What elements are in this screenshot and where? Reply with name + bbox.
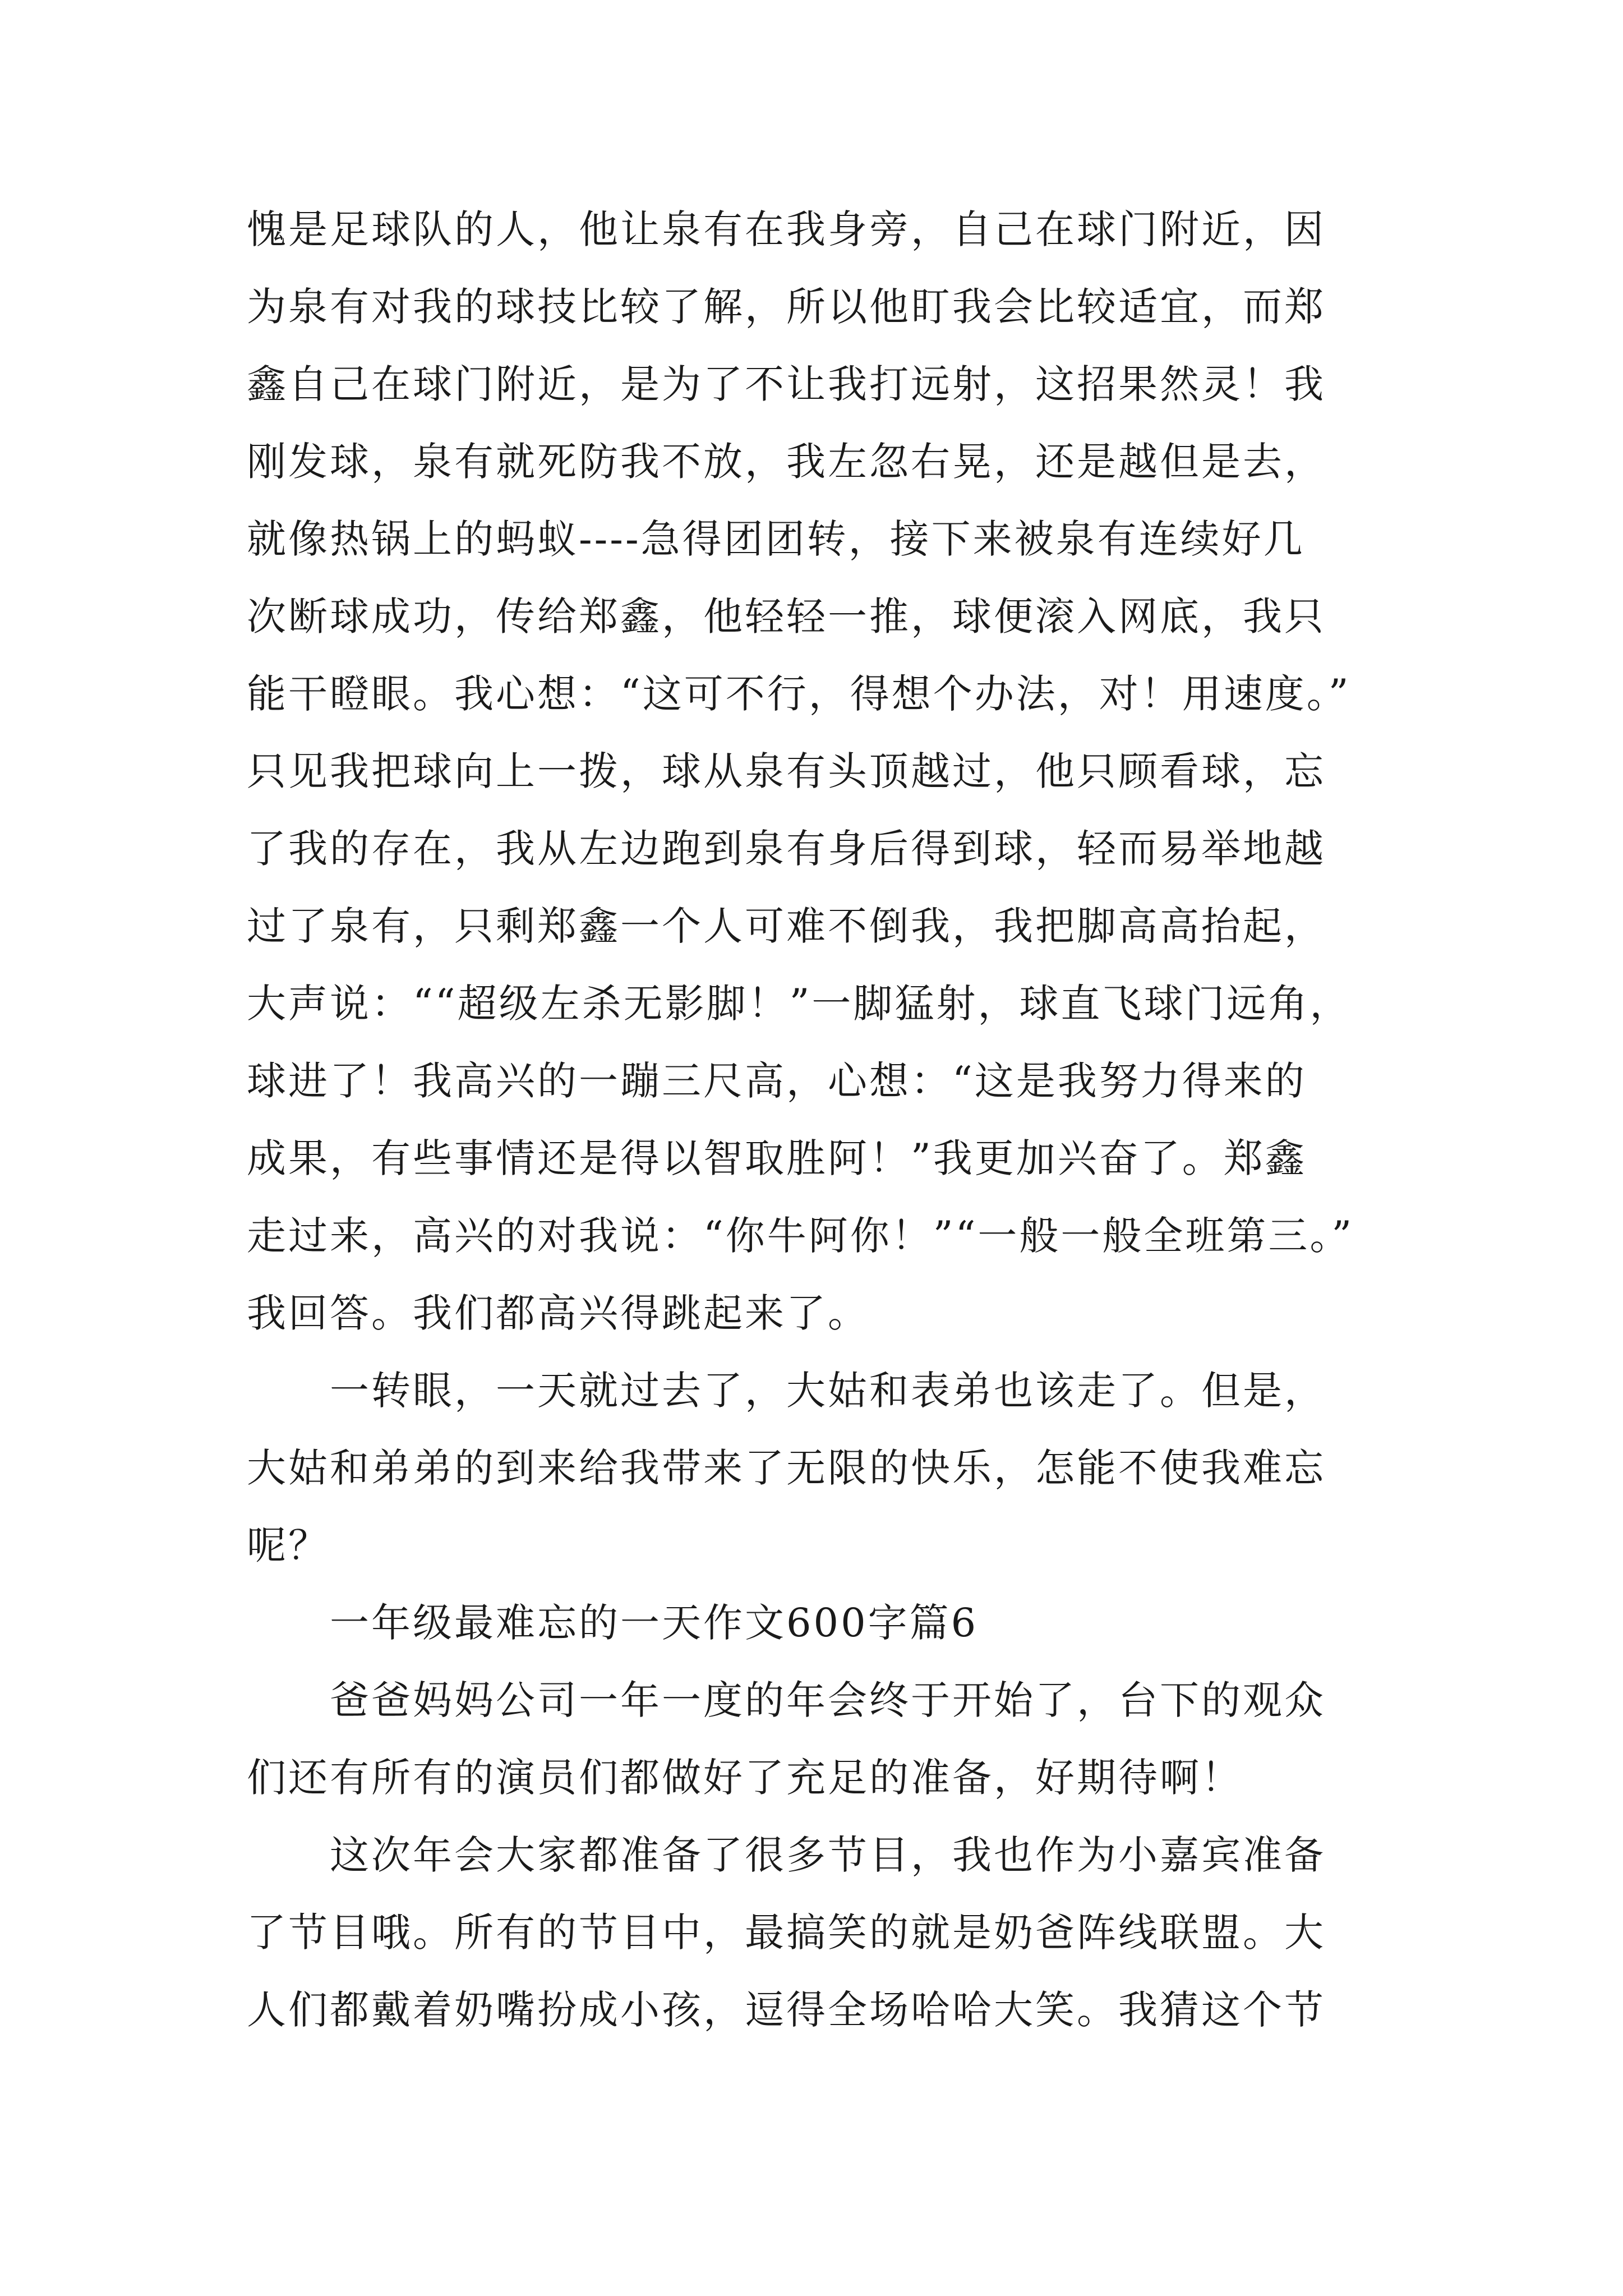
text-line: 呢？ <box>247 1522 330 1568</box>
text-line: 球进了！我高兴的一蹦三尺高，心想：“这是我努力得来的 <box>247 1058 1307 1104</box>
text-line: 这次年会大家都准备了很多节目，我也作为小嘉宾准备 <box>330 1832 1326 1878</box>
text-line: 过了泉有，只剩郑鑫一个人可难不倒我，我把脚高高抬起， <box>247 903 1326 949</box>
text-line: 只见我把球向上一拨，球从泉有头顶越过，他只顾看球，忘 <box>247 748 1326 794</box>
text-line: 次断球成功，传给郑鑫，他轻轻一推，球便滚入网底，我只 <box>247 593 1326 639</box>
text-line: 成果，有些事情还是得以智取胜阿！”我更加兴奋了。郑鑫 <box>247 1135 1307 1181</box>
text-line: 们还有所有的演员们都做好了充足的准备，好期待啊！ <box>247 1755 1243 1801</box>
text-line: 大声说：““超级左杀无影脚！”一脚猛射，球直飞球门远角， <box>247 981 1352 1027</box>
document-body <box>247 191 1391 2049</box>
text-line: 大姑和弟弟的到来给我带来了无限的快乐，怎能不使我难忘 <box>247 1445 1326 1491</box>
text-line: 我回答。我们都高兴得跳起来了。 <box>247 1290 869 1336</box>
text-line: 就像热锅上的蚂蚁----急得团团转，接下来被泉有连续好几 <box>247 516 1305 562</box>
text-line: 了节目哦。所有的节目中，最搞笑的就是奶爸阵线联盟。大 <box>247 1910 1326 1955</box>
text-line: 鑫自己在球门附近，是为了不让我打远射，这招果然灵！我 <box>247 361 1326 407</box>
text-line: 了我的存在，我从左边跑到泉有身后得到球，轻而易举地越 <box>247 826 1326 872</box>
text-line: 走过来，高兴的对我说：“你牛阿你！”“一般一般全班第三。” <box>247 1213 1354 1259</box>
section-heading: 一年级最难忘的一天作文600字篇6 <box>330 1600 979 1646</box>
text-line: 为泉有对我的球技比较了解，所以他盯我会比较适宜，而郑 <box>247 284 1326 330</box>
text-line: 刚发球，泉有就死防我不放，我左忽右晃，还是越但是去， <box>247 439 1326 485</box>
text-line: 能干瞪眼。我心想：“这可不行，得想个办法，对！用速度。” <box>247 671 1351 717</box>
text-line: 人们都戴着奶嘴扮成小孩，逗得全场哈哈大笑。我猜这个节 <box>247 1987 1326 2033</box>
text-line: 爸爸妈妈公司一年一度的年会终于开始了，台下的观众 <box>330 1677 1326 1723</box>
text-line: 一转眼，一天就过去了，大姑和表弟也该走了。但是， <box>330 1368 1326 1414</box>
text-line: 愧是足球队的人，他让泉有在我身旁，自己在球门附近，因 <box>247 206 1326 252</box>
